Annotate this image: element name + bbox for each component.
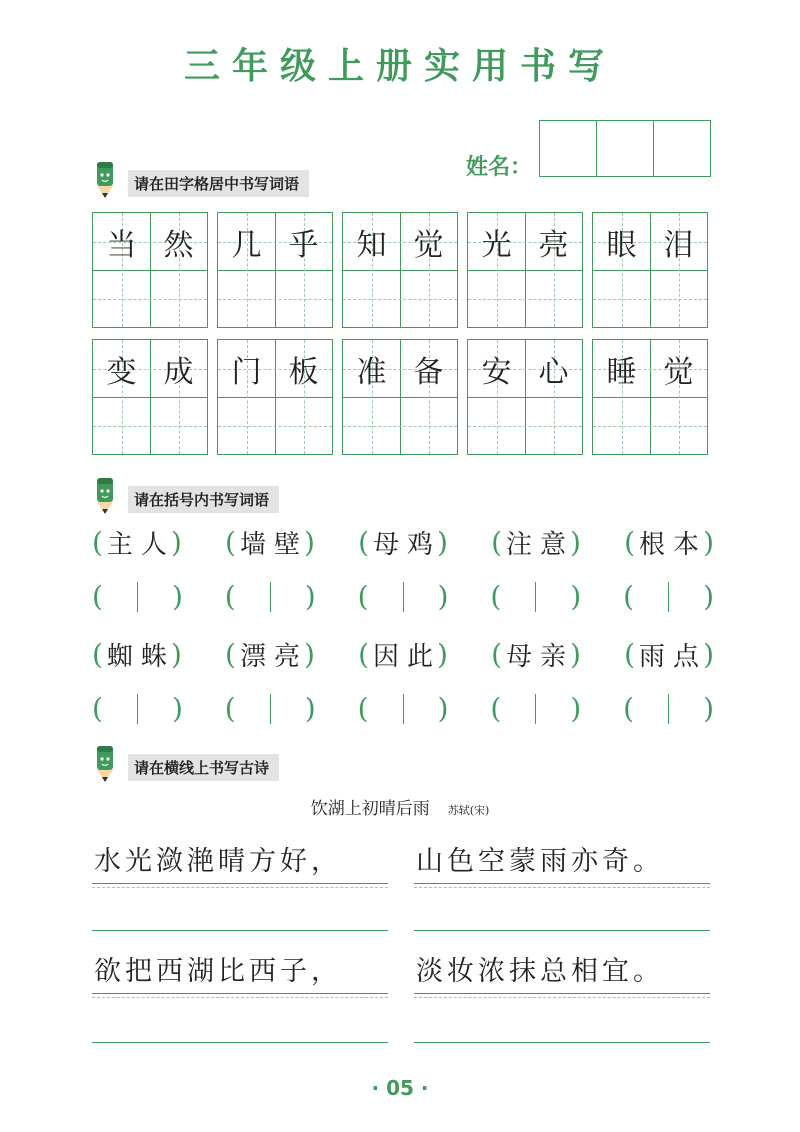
paren-blank[interactable]: ( )	[92, 692, 183, 725]
tianzige-word[interactable]	[92, 339, 208, 455]
paren-blank-row	[92, 580, 714, 613]
paren-blank[interactable]: ( )	[224, 580, 316, 613]
tianzige-word[interactable]	[467, 339, 583, 455]
paren-char: 本	[673, 530, 700, 560]
grid-char: 安	[481, 354, 512, 390]
poem-line	[92, 950, 388, 998]
poem-line-text: 水光潋滟晴方好，	[94, 846, 342, 877]
name-box[interactable]	[540, 121, 597, 176]
name-boxes[interactable]	[539, 120, 711, 177]
paren-blank[interactable]: ( )	[623, 580, 714, 613]
grid-row	[92, 339, 708, 455]
tianzige-word[interactable]	[592, 339, 708, 455]
paren-char: 意	[540, 530, 567, 560]
tianzige-word[interactable]	[217, 339, 333, 455]
writing-line[interactable]	[92, 930, 388, 931]
paren-word: ( 蜘 蛛 )	[92, 638, 182, 672]
name-box[interactable]	[597, 121, 654, 176]
paren-blank-row	[92, 692, 714, 725]
grid-char: 睡	[606, 354, 637, 390]
paren-char: 蛛	[140, 642, 167, 672]
grid-char: 心	[538, 354, 569, 390]
tianzige-word[interactable]	[92, 212, 208, 328]
tianzige-word[interactable]	[217, 212, 333, 328]
paren-char: 蜘	[106, 642, 133, 672]
grid-char: 几	[231, 227, 262, 263]
poem-line-text: 淡妆浓抹总相宜。	[416, 956, 664, 987]
poem-line	[414, 840, 710, 888]
poem-line	[414, 950, 710, 998]
grid-char: 乎	[288, 227, 319, 263]
paren-char: 注	[506, 530, 533, 560]
paren-word-row	[92, 636, 714, 673]
paren-word: ( 因 此 )	[358, 638, 448, 672]
grid-char: 觉	[413, 227, 444, 263]
grid-char: 板	[288, 354, 319, 390]
paren-word: ( 根 本 )	[624, 526, 714, 560]
paren-char: 点	[673, 642, 700, 672]
paren-char: 壁	[273, 530, 300, 560]
writing-line[interactable]	[92, 1042, 388, 1043]
pencil-icon	[92, 744, 118, 784]
grid-char: 然	[163, 227, 194, 263]
paren-char: 亮	[273, 642, 300, 672]
poem-line-text: 欲把西湖比西子，	[94, 956, 342, 987]
paren-blank[interactable]: ( )	[224, 692, 316, 725]
poem-line	[92, 840, 388, 888]
paren-word: ( 漂 亮 )	[225, 638, 315, 672]
paren-blank[interactable]: ( )	[490, 692, 582, 725]
section-label: 请在括号内书写词语	[128, 486, 279, 513]
grid-char: 准	[356, 354, 387, 390]
paren-blank[interactable]: ( )	[490, 580, 582, 613]
grid-char: 知	[356, 227, 387, 263]
paren-char: 漂	[239, 642, 266, 672]
paren-word-row	[92, 524, 714, 561]
page-number: · 05 ·	[371, 1076, 429, 1100]
page-title: 三年级上册实用书写	[183, 46, 616, 87]
paren-blank[interactable]: ( )	[623, 692, 714, 725]
grid-char: 泪	[663, 227, 694, 263]
tianzige-word[interactable]	[342, 339, 458, 455]
tianzige-word[interactable]	[592, 212, 708, 328]
grid-char: 当	[106, 227, 137, 263]
name-box[interactable]	[654, 121, 710, 176]
paren-char: 人	[140, 530, 167, 560]
writing-line[interactable]	[414, 930, 710, 931]
pencil-icon	[92, 160, 118, 200]
grid-char: 成	[163, 354, 194, 390]
paren-char: 雨	[639, 642, 666, 672]
grid-char: 眼	[606, 227, 637, 263]
paren-blank[interactable]: ( )	[357, 692, 449, 725]
paren-char: 母	[372, 530, 399, 560]
paren-word: ( 墙 壁 )	[225, 526, 315, 560]
section-label: 请在田字格居中书写词语	[128, 170, 309, 197]
tianzige-word[interactable]	[342, 212, 458, 328]
grid-row	[92, 212, 708, 328]
name-label: 姓名：	[466, 155, 533, 180]
poem-author: 苏轼(宋)	[447, 804, 490, 817]
paren-char: 墙	[239, 530, 266, 560]
poem-title: 饮湖上初晴后雨	[310, 799, 430, 819]
paren-char: 因	[372, 642, 399, 672]
paren-char: 亲	[540, 642, 567, 672]
grid-char: 亮	[538, 227, 569, 263]
paren-word: ( 雨 点 )	[624, 638, 714, 672]
tianzige-word[interactable]	[467, 212, 583, 328]
grid-char: 备	[413, 354, 444, 390]
grid-char: 觉	[663, 354, 694, 390]
grid-char: 光	[481, 227, 512, 263]
paren-char: 主	[106, 530, 133, 560]
grid-char: 变	[106, 354, 137, 390]
paren-char: 此	[406, 642, 433, 672]
paren-word: ( 注 意 )	[491, 526, 581, 560]
paren-word: ( 母 亲 )	[491, 638, 581, 672]
paren-char: 母	[506, 642, 533, 672]
paren-blank[interactable]: ( )	[92, 580, 183, 613]
poem-line-text: 山色空蒙雨亦奇。	[416, 846, 664, 877]
section-label: 请在横线上书写古诗	[128, 754, 279, 781]
paren-blank[interactable]: ( )	[357, 580, 449, 613]
paren-word: ( 主 人 )	[92, 526, 182, 560]
paren-word: ( 母 鸡 )	[358, 526, 448, 560]
poem-title-line	[0, 794, 800, 819]
paren-char: 根	[639, 530, 666, 560]
paren-char: 鸡	[406, 530, 433, 560]
grid-char: 门	[231, 354, 262, 390]
writing-line[interactable]	[414, 1042, 710, 1043]
pencil-icon	[92, 476, 118, 516]
